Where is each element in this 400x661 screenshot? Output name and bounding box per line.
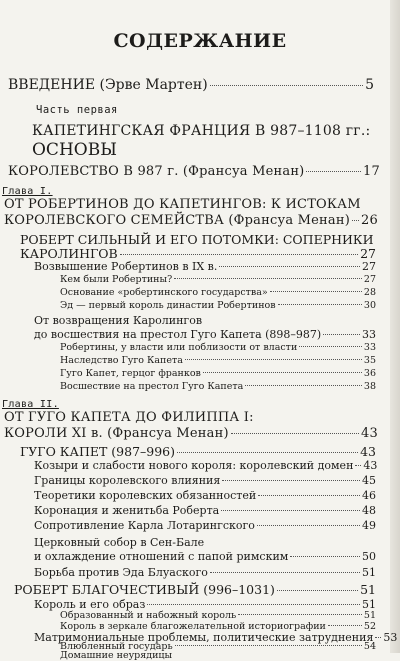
toc-entry-text: Границы королевского влияния [34,474,221,487]
dot-leader [185,359,362,360]
toc-entry-text: Кем были Робертины? [60,274,173,285]
dot-leader [375,637,381,638]
toc-entry-text: КОРОЛЕВСКОГО СЕМЕЙСТВА (Франсуа Менан) [4,213,350,228]
toc-page-number: 38 [363,381,376,392]
toc-entry-text: КОРОЛЕВСТВО В 987 г. (Франсуа Менан) [8,164,305,179]
toc-entry-text: Теоретики королевских обязанностей [34,489,257,502]
dot-leader [120,254,358,255]
part-title: КАПЕТИНГСКАЯ ФРАНЦИЯ В 987–1108 гг.: [32,123,371,139]
toc-entry [34,489,376,502]
part-label: Часть первая [36,104,118,116]
toc-page-number: 5 [365,77,374,93]
toc-page-number: 46 [362,489,376,502]
toc-page-number: 51 [362,598,376,611]
toc-page-number: 33 [362,328,376,341]
dot-leader [147,604,360,605]
toc-page-number: 28 [363,287,376,298]
toc-entry-text: Гуго Капет, герцог франков [60,368,201,379]
toc-entry-text: Коронация и женитьба Роберта [34,504,220,517]
dot-leader [290,556,360,557]
dot-leader [328,625,362,626]
toc-entry [34,474,376,487]
toc-page-number: 36 [363,368,376,379]
toc-entry-text: Основание «робертинского государства» [60,287,268,298]
dot-leader [174,278,362,279]
dot-leader [306,171,361,172]
toc-entry [60,300,376,311]
section-title-line1: РОБЕРТ СИЛЬНЫЙ И ЕГО ПОТОМКИ: СОПЕРНИКИ [20,232,374,247]
section-title [20,444,376,459]
toc-entry-intro [8,77,374,93]
toc-page-number: 52 [363,621,376,632]
toc-page-number: 33 [363,342,376,353]
toc-entry-text: ГУГО КАПЕТ (987–996) [20,444,176,459]
dot-leader [210,572,360,573]
toc-entry [60,342,376,353]
dot-leader [221,510,360,511]
toc-entry-text: Матримониальные проблемы, политические затруднения [34,631,374,644]
toc-entry-text: РОБЕРТ БЛАГОЧЕСТИВЫЙ (996–1031) [14,582,275,597]
toc-entry-text: Домашние неурядицы [60,650,173,661]
part-subtitle: ОСНОВЫ [32,140,117,160]
toc-entry-text: Борьба против Эда Блуаского [34,566,208,579]
page-title: СОДЕРЖАНИЕ [113,30,287,52]
toc-entry-text: КОРОЛИ XI в. (Франсуа Менан) [4,426,229,441]
toc-page-number: 27 [360,246,376,261]
toc-page-number: 51 [362,566,376,579]
toc-page-number: 27 [362,260,376,273]
dot-leader [355,465,361,466]
toc-entry-text: Влюбленный государь [60,641,173,652]
toc-page-number: 27 [363,274,376,285]
toc-entry-text: Восшествие на престол Гуго Капета [60,381,244,392]
dot-leader [270,291,362,292]
dot-leader [175,645,362,646]
toc-entry [60,381,376,392]
dot-leader [210,85,363,86]
toc-entry-text: Эд — первый король династии Робертинов [60,300,276,311]
chapter-title-line2 [4,426,378,441]
toc-page-number: 43 [361,426,378,441]
toc-entry-text: Наследство Гуго Капета [60,355,183,366]
chapter-title-line1: ОТ РОБЕРТИНОВ ДО КАПЕТИНГОВ: К ИСТОКАМ [4,197,361,212]
toc-entry [60,610,376,621]
dot-leader [231,433,359,434]
toc-entry [60,368,376,379]
dot-leader [299,346,362,347]
toc-page-number: 48 [362,504,376,517]
subsection-title-line2 [34,550,376,563]
dot-leader [258,495,360,496]
dot-leader [257,525,360,526]
toc-entry [34,459,376,472]
dot-leader [219,266,360,267]
toc-entry-text: Сопротивление Карла Лотарингского [34,519,255,532]
dot-leader [323,334,360,335]
dot-leader [245,385,362,386]
chapter-label-text: Глава II. [2,399,59,410]
toc-page-number: 35 [363,355,376,366]
toc-page-number: 53 [383,631,398,644]
toc-page-number: 51 [360,582,376,597]
section-title-line2 [20,246,376,261]
subsection-title-line1: От возвращения Каролингов [34,314,203,327]
toc-page-number: 17 [363,164,380,179]
chapter-label [2,399,59,410]
toc-entry-text: и охлаждение отношений с папой римским [34,550,289,563]
toc-page-number: 45 [362,474,376,487]
toc-entry [34,260,376,273]
toc-entry [60,287,376,298]
dot-leader [222,480,360,481]
toc-page-number: 54 [363,641,376,652]
dot-leader [352,220,359,221]
toc-entry [60,274,376,285]
toc-entry-text: до восшествия на престол Гуго Капета (898–987) [34,328,322,341]
subsection-title-line1: Церковный собор в Сен-Бале [34,536,205,549]
dot-leader [277,590,358,591]
toc-entry [34,519,376,532]
chapter-title-line2 [4,213,378,228]
toc-entry-text: Возвышение Робертинов в IX в. [34,260,218,273]
toc-entry-text: Король и его образ [34,598,146,611]
dot-leader [278,304,362,305]
subsection-title-line2 [34,328,376,341]
toc-entry-text: Робертины, у власти или поблизости от власти [60,342,298,353]
toc-entry-text: Король в зеркале благожелательной историографии [60,621,326,632]
toc-page-number: 49 [362,519,376,532]
toc-entry [34,504,376,517]
toc-entry-text: ВВЕДЕНИЕ (Эрве Мартен) [8,77,208,93]
toc-entry [34,566,376,579]
toc-page-number: 50 [362,550,376,563]
toc-entry-kingdom [8,164,380,179]
dot-leader [203,372,362,373]
chapter-title-line1: ОТ ГУГО КАПЕТА ДО ФИЛИППА I: [4,410,254,425]
toc-page-number: 26 [361,213,378,228]
toc-page-number: 30 [363,300,376,311]
chapter-label-text: Глава I. [2,186,53,197]
page-edge [390,0,400,653]
toc-entry [60,355,376,366]
chapter-label [2,186,53,197]
toc-entry-text: Образованный и набожный король [60,610,237,621]
toc-page-number: 43 [360,444,376,459]
toc-page-number: 51 [363,610,376,621]
dot-leader [177,452,358,453]
toc-entry-text: Козыри и слабости нового короля: королевский домен [34,459,354,472]
toc-page-number: 43 [363,459,378,472]
dot-leader [238,614,362,615]
section-title [14,582,376,597]
toc-entry-text: КАРОЛИНГОВ [20,246,118,261]
